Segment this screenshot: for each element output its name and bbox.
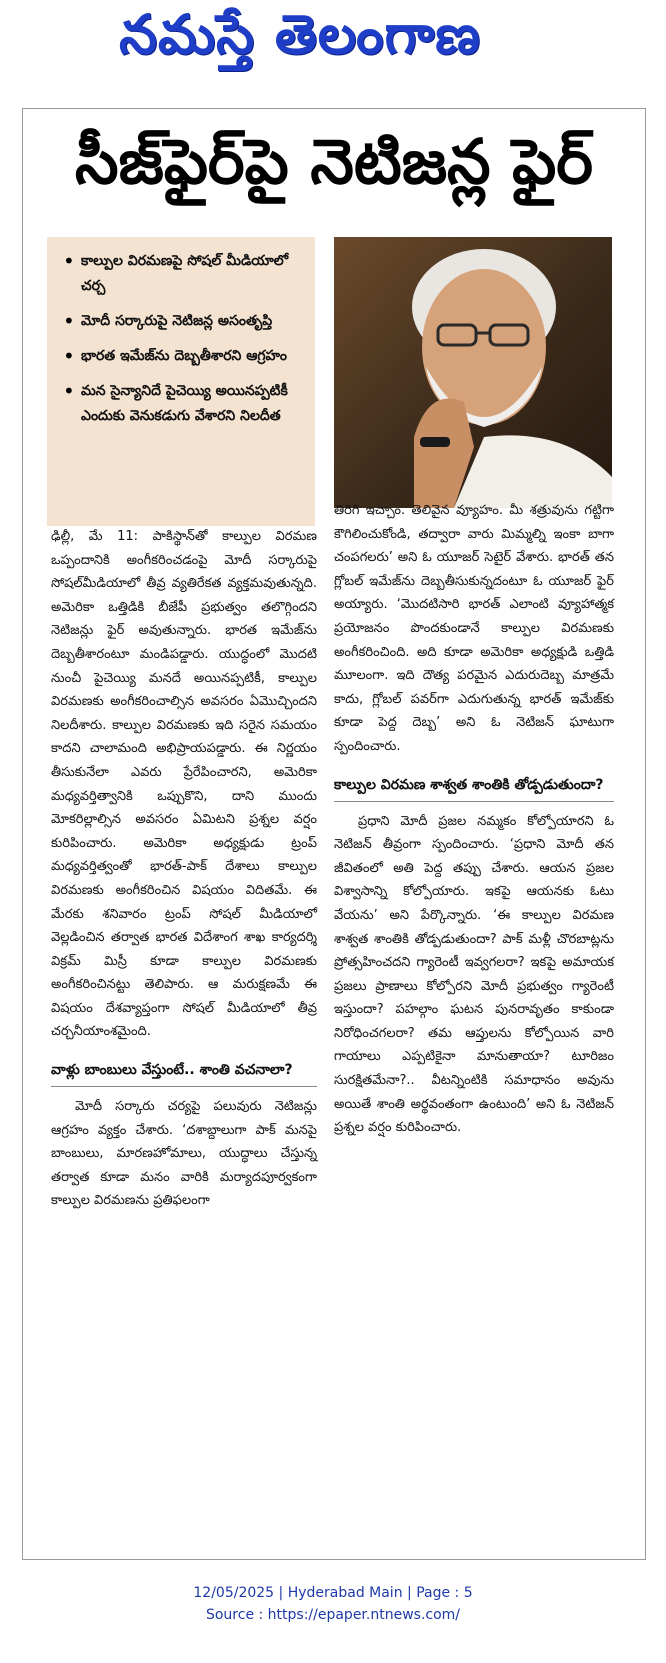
bullet-icon: •	[63, 309, 75, 333]
footer-separator: |	[407, 1585, 412, 1601]
footer-edition: Hyderabad Main	[287, 1585, 403, 1601]
edition-info	[0, 1582, 666, 1604]
highlight-text: కాల్పుల విరమణపై సోషల్ మీడియాలో చర్చ	[81, 253, 289, 294]
footer-source: Source : https://epaper.ntnews.com/	[205, 1607, 461, 1623]
highlight-item	[63, 379, 305, 429]
bullet-icon: •	[63, 249, 75, 273]
article-column-right	[334, 499, 614, 1140]
body-paragraph: ప్రధాని మోదీ ప్రజల నమ్మకం కోల్పోయారని ఓ నెటిజన్ తీవ్రంగా స్పందించారు. ‘ప్రధాని మోదీ తన జీవితంలో అతి పెద్ద తప్పు చేశారు. ఆయన ప్రజల విశ్వాసాన్ని కోల్పోయారు. ఇకపై ఆయనకు ఓటు వేయను’ అని పేర్కొన్నారు. ‘ఈ కాల్పుల విరమణ శాశ్వత శాంతికి తోడ్పడుతుందా? పాక్ మళ్లీ చొరబాట్లను ప్రోత్సహించదని గ్యారెంటీ ఇవ్వగలరా? ఇకపై అమాయక ప్రజలు ప్రాణాలు కోల్పోరని మోదీ ప్రభుత్వం గ్యారెంటీ ఇస్తుందా? పహల్గాం ఘటన పునరావృతం కాకుండా నిరోధించగలరా? తమ ఆప్తులను కోల్పోయిన వారి గాయాలు ఎప్పటికైనా మానుతాయా? టూరిజం సురక్షితమేనా?.. వీటన్నింటికి సమాధానం అవును అయితే శాంతి అర్థవంతంగా ఉంటుంది’ అని ఓ నెటిజన్ ప్రశ్నల వర్షం కురిపించారు.	[334, 813, 614, 1136]
footer-date: 12/05/2025	[193, 1585, 275, 1601]
portrait-illustration	[334, 237, 612, 508]
footer-separator: |	[278, 1585, 284, 1601]
article-column-left	[51, 525, 317, 1213]
masthead-logo	[60, 2, 540, 74]
article-photo	[334, 237, 612, 508]
section-subheading: వాళ్లు బాంబులు వేస్తుంటే.. శాంతి వచనాలా?	[51, 1058, 317, 1087]
highlight-text: భారత ఇమేజ్‌ను దెబ్బతీశారని ఆగ్రహం	[81, 348, 287, 364]
body-paragraph: మోదీ సర్కారు చర్యపై పలువురు నెటిజన్లు ఆగ్రహం వ్యక్తం చేశారు. ‘దశాబ్దాలుగా పాక్ మనపై బాంబులు, మారణహోమాలు, యుద్ధాలు చేస్తున్న తర్వాత కూడా మనం వారికి మర్యాదపూర్వకంగా కాల్పుల విరమణను ప్రతిఫలంగా	[51, 1099, 317, 1209]
highlight-item	[63, 344, 305, 369]
bullet-icon: •	[63, 344, 75, 368]
highlights-box	[47, 237, 315, 526]
highlight-item	[63, 249, 305, 299]
bullet-icon: •	[63, 379, 75, 403]
footer-page: Page : 5	[416, 1585, 473, 1601]
masthead-title: నమస్తే తెలంగాణ	[119, 2, 481, 66]
body-paragraph: ఢిల్లీ, మే 11: పాకిస్థాన్‌తో కాల్పుల విరమణ ఒప్పందానికి అంగీకరించడంపై మోదీ సర్కారుపై సోషల్‌మీడియాలో తీవ్ర వ్యతిరేకత వ్యక్తమవుతున్నది. అమెరికా ఒత్తిడికి బీజేపీ ప్రభుత్వం తలొగ్గిందని నెటిజన్లు ఫైర్ అవుతున్నారు. భారత ఇమేజ్‌ను దెబ్బతీశారంటూ మండిపడ్డారు. యుద్ధంలో మొదటి నుంచీ పైచెయ్యి మనదే అయినప్పటికీ, కాల్పుల విరమణకు అంగీకరించాల్సిన అవసరం ఏమొచ్చిందని నిలదీశారు. కాల్పుల విరమణకు ఇది సరైన సమయం కాదని చాలామంది అభిప్రాయపడ్డారు. ఈ నిర్ణయం తీసుకునేలా ఎవరు ప్రేరేపించారని, అమెరికా మధ్యవర్తిత్వానికి ఒప్పుకొని, దాని ముందు మోకరిల్లాల్సిన అవసరం ఏమిటని ప్రశ్నల వర్షం కురిపించారు. అమెరికా అధ్యక్షుడు ట్రంప్ మధ్యవర్తిత్వంతో భారత్-పాక్ దేశాలు కాల్పుల విరమణకు అంగీకరించిన విషయం విదితమే. ఈ మేరకు శనివారం ట్రంప్ సోషల్ మీడియాలో వెల్లడించిన తర్వాత భారత విదేశాంగ శాఖ కార్యదర్శి విక్రమ్ మిస్రీ కూడా కాల్పుల విరమణకు అంగీకరించినట్టు తెలిపారు. ఆ మరుక్షణమే ఈ విషయం దేశవ్యాప్తంగా సోషల్ మీడియాలో తీవ్ర చర్చనీయాంశమైంది.	[51, 529, 317, 1040]
page-footer	[0, 1582, 666, 1626]
article-headline	[47, 113, 621, 225]
article-clipping	[22, 108, 646, 1560]
highlight-item	[63, 309, 305, 334]
highlight-text: మన సైన్యానిదే పైచెయ్యి అయినప్పటికీ ఎందుకు వెనుకడుగు వేశారని నిలదీత	[81, 383, 288, 424]
highlight-text: మోదీ సర్కారుపై నెటిజన్ల అసంతృప్తి	[81, 313, 273, 329]
section-subheading: కాల్పుల విరమణ శాశ్వత శాంతికి తోడ్పడుతుందా?	[334, 773, 614, 802]
body-paragraph: తిరిగి ఇచ్చాం. తెలివైన వ్యూహం. మీ శత్రువును గట్టిగా కౌగిలించుకోండి, తద్వారా వారు మిమ్మల్ని ఇంకా బాగా చంపగలరు’ అని ఓ యూజర్ సెటైర్ వేశారు. భారత్ తన గ్లోబల్ ఇమేజ్‌ను దెబ్బతీసుకున్నదంటూ ఓ యూజర్ ఫైర్ అయ్యారు. ‘మొదటిసారి భారత్ ఎలాంటి వ్యూహాత్మక ప్రయోజనం పొందకుండానే కాల్పుల విరమణకు అంగీకరించింది. అది కూడా అమెరికా అధ్యక్షుడి ఒత్తిడి మూలంగా. ఇది దౌత్య పరమైన ఎదురుదెబ్బ మాత్రమే కాదు, గ్లోబల్ పవర్‌గా ఎదుగుతున్న భారత్ ఇమేజ్‌కు కూడా పెద్ద దెబ్బ’ అని ఓ నెటిజన్ ఘాటుగా స్పందించారు.	[334, 503, 614, 754]
headline-text: సీజ్‌ఫైర్‌పై నెటిజన్ల ఫైర్	[74, 125, 594, 198]
